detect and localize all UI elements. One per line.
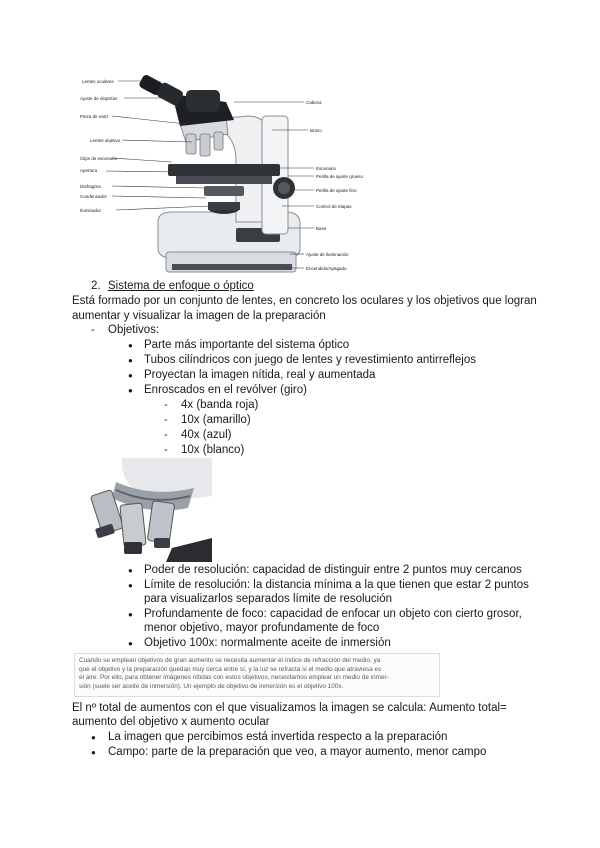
label-right-2: Escenario [316, 166, 337, 171]
bullet-icon: ● [128, 356, 133, 365]
intro-line-2: aumentar y visualizar la imagen de la preparación [72, 310, 326, 322]
bullet-icon: ● [128, 639, 133, 648]
bullet-item: Parte más importante del sistema óptico [144, 339, 350, 351]
bullet-icon: ● [128, 581, 133, 590]
label-left-1: Ajuste de dioptrías [80, 96, 118, 101]
note-line: que el objetivo y la preparación quedan muy cerca entre sí, y la luz se refracta si el medio que atraviesa es [79, 665, 382, 673]
bullet-item: Tubos cilíndricos con juego de lentes y revestimiento antirreflejos [144, 354, 476, 366]
dash-marker: - [164, 414, 168, 426]
label-left-6: Diafragma [80, 184, 101, 189]
bullet-icon: ● [128, 610, 133, 619]
magnification-item: 40x (azul) [181, 429, 232, 441]
dash-marker: - [164, 444, 168, 456]
bullet-icon: ● [91, 733, 96, 742]
label-right-4: Perilla de ajuste fino [316, 188, 357, 193]
bullet-icon: ● [128, 371, 133, 380]
objectives-photo [76, 458, 212, 562]
dash-marker: - [164, 399, 168, 411]
label-left-2: Pieza de nariz [80, 114, 109, 119]
label-left-3: Lentes objetivo [90, 138, 121, 143]
total-line-1: El nº total de aumentos con el que visualizamos la imagen se calcula: Aumento total= [72, 702, 507, 714]
section-title: Sistema de enfoque o óptico [108, 280, 254, 292]
label-left-5: Apertura [80, 168, 98, 173]
intro-line-1: Está formado por un conjunto de lentes, en concreto los oculares y los objetivos que logran [72, 295, 537, 307]
label-right-7: Ajuste de iluminación [306, 252, 349, 257]
label-left-0: Lentes oculares [82, 79, 114, 84]
dash-marker: - [164, 429, 168, 441]
note-line: sión (suele ser aceite de inmersión). Un ejemplo de objetivo de inmersión es el objetivo 100x. [79, 682, 344, 690]
bullet-continuation: menor objetivo, mayor profundamente de foco [144, 622, 380, 634]
label-left-8: Iluminador [80, 208, 102, 213]
note-line: el aire. Por ello, para obtener imágenes nítidas con estos objetivos, necesitamos emplear un medio de inmer- [79, 674, 389, 682]
bullet-item: Límite de resolución: la distancia mínima a la que tienen que estar 2 puntos [144, 579, 529, 591]
label-left-4: Clips de escenario [80, 156, 118, 161]
label-right-1: Brazo [310, 128, 322, 133]
note-line: Cuando se emplean objetivos de gran aumento se necesita aumentar el índice de refracción del medio, ya [79, 657, 381, 664]
total-line-2: aumento del objetivo x aumento ocular [72, 716, 270, 728]
label-right-5: Control de etapas [316, 204, 352, 209]
label-right-0: Cabeza [306, 100, 322, 105]
bullet-icon: ● [91, 748, 96, 757]
bullet-item: Poder de resolución: capacidad de distinguir entre 2 puntos muy cercanos [144, 564, 522, 576]
bullet-item: Campo: parte de la preparación que veo, a mayor aumento, menor campo [108, 746, 487, 758]
magnification-item: 10x (blanco) [181, 444, 245, 456]
bullet-item: Objetivo 100x: normalmente aceite de inmersión [144, 637, 391, 649]
label-right-3: Perilla de ajuste grueso [316, 174, 364, 179]
section-number: 2. [91, 280, 101, 292]
dash-marker: - [91, 324, 95, 336]
objetivos-label: Objetivos: [108, 324, 160, 336]
bullet-item: Profundamente de foco: capacidad de enfocar un objeto con cierto grosor, [144, 608, 522, 620]
label-right-6: Base [316, 226, 327, 231]
magnification-item: 4x (banda roja) [181, 399, 259, 411]
bullet-continuation: para visualizarlos separados límite de resolución [144, 593, 393, 605]
bullet-icon: ● [128, 566, 133, 575]
bullet-item: La imagen que percibimos está invertida respecto a la preparación [108, 731, 448, 743]
bullet-icon: ● [128, 341, 133, 350]
bullet-item: Enroscados en el revólver (giro) [144, 384, 307, 396]
magnification-item: 10x (amarillo) [181, 414, 251, 426]
label-right-8: Encendido/Apagado [306, 266, 347, 271]
label-left-7: Condensador [80, 194, 108, 199]
bullet-icon: ● [128, 386, 133, 395]
microscope-diagram [76, 72, 372, 276]
bullet-item: Proyectan la imagen nítida, real y aumentada [144, 369, 376, 381]
immersion-note [74, 653, 440, 697]
